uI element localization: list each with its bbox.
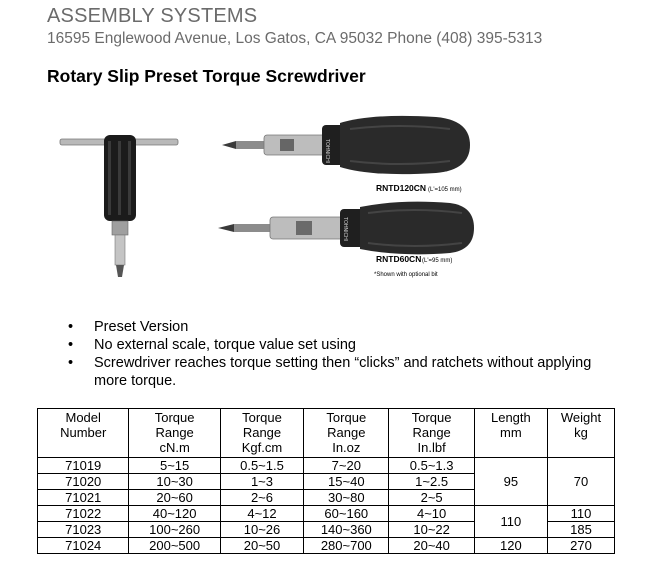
feature-item: • Preset Version <box>68 318 628 336</box>
cell-kgfcm: 10~26 <box>220 522 303 538</box>
cell-inlbf: 20~40 <box>389 538 474 554</box>
header-weight: Weight kg <box>547 409 614 458</box>
cell-length: 110 <box>474 506 547 538</box>
cell-inlbf: 10~22 <box>389 522 474 538</box>
cell-cnm: 20~60 <box>129 490 220 506</box>
cell-kgfcm: 0.5~1.5 <box>220 458 303 474</box>
cell-cnm: 5~15 <box>129 458 220 474</box>
spec-table <box>37 408 615 554</box>
feature-item: • Screwdriver reaches torque setting then “clicks” and ratchets without applying more torque. <box>68 354 628 390</box>
page-title: Rotary Slip Preset Torque Screwdriver <box>47 66 366 86</box>
header-torque-inlbf: Torque Range In.lbf <box>389 409 474 458</box>
cell-weight: 185 <box>547 522 614 538</box>
table-row <box>38 506 615 522</box>
caption-rntd60cn-model: RNTD60CN <box>376 254 422 264</box>
cell-weight: 110 <box>547 506 614 522</box>
caption-rntd120cn-model: RNTD120CN <box>376 183 427 193</box>
cell-model: 71024 <box>38 538 129 554</box>
cell-cnm: 200~500 <box>129 538 220 554</box>
cell-inlbf: 1~2.5 <box>389 474 474 490</box>
cell-kgfcm: 2~6 <box>220 490 303 506</box>
cell-model: 71021 <box>38 490 129 506</box>
header-model-number: Model Number <box>38 409 129 458</box>
product-image <box>0 95 664 295</box>
caption-optional-bit: *Shown with optional bit <box>374 272 438 278</box>
cell-inoz: 30~80 <box>304 490 389 506</box>
brand-mark-1: TOHNICHI <box>324 139 330 164</box>
caption-rntd60cn-note: (L'=95 mm) <box>422 258 453 264</box>
caption-rntd120cn-note: (L'=105 mm) <box>428 187 462 193</box>
cell-cnm: 40~120 <box>129 506 220 522</box>
t-handle-driver-image <box>60 135 178 277</box>
cell-inlbf: 4~10 <box>389 506 474 522</box>
cell-inoz: 280~700 <box>304 538 389 554</box>
cell-inoz: 60~160 <box>304 506 389 522</box>
rntd120cn-driver-image <box>222 116 470 174</box>
table-header-row <box>38 409 615 458</box>
cell-weight: 270 <box>547 538 614 554</box>
cell-kgfcm: 4~12 <box>220 506 303 522</box>
feature-item: • No external scale, torque value set using <box>68 336 628 354</box>
header-length: Length mm <box>474 409 547 458</box>
brand-mark-2: TOHNICHI <box>342 217 348 242</box>
cell-cnm: 100~260 <box>129 522 220 538</box>
cell-inlbf: 0.5~1.3 <box>389 458 474 474</box>
cell-inoz: 15~40 <box>304 474 389 490</box>
feature-list <box>68 318 628 390</box>
cell-cnm: 10~30 <box>129 474 220 490</box>
header-torque-inoz: Torque Range In.oz <box>304 409 389 458</box>
rntd60cn-driver-image <box>218 202 474 255</box>
cell-model: 71020 <box>38 474 129 490</box>
cell-model: 71019 <box>38 458 129 474</box>
company-address: 16595 Englewood Avenue, Los Gatos, CA 95032 Phone (408) 395-5313 <box>47 30 543 47</box>
cell-kgfcm: 20~50 <box>220 538 303 554</box>
table-row <box>38 538 615 554</box>
cell-kgfcm: 1~3 <box>220 474 303 490</box>
header-torque-kgfcm: Torque Range Kgf.cm <box>220 409 303 458</box>
cell-length: 120 <box>474 538 547 554</box>
header-torque-cnm: Torque Range cN.m <box>129 409 220 458</box>
company-name: ASSEMBLY SYSTEMS <box>47 5 258 27</box>
cell-inlbf: 2~5 <box>389 490 474 506</box>
cell-model: 71022 <box>38 506 129 522</box>
cell-inoz: 7~20 <box>304 458 389 474</box>
cell-length: 95 <box>474 458 547 506</box>
table-row <box>38 458 615 474</box>
cell-weight: 70 <box>547 458 614 506</box>
cell-model: 71023 <box>38 522 129 538</box>
cell-inoz: 140~360 <box>304 522 389 538</box>
